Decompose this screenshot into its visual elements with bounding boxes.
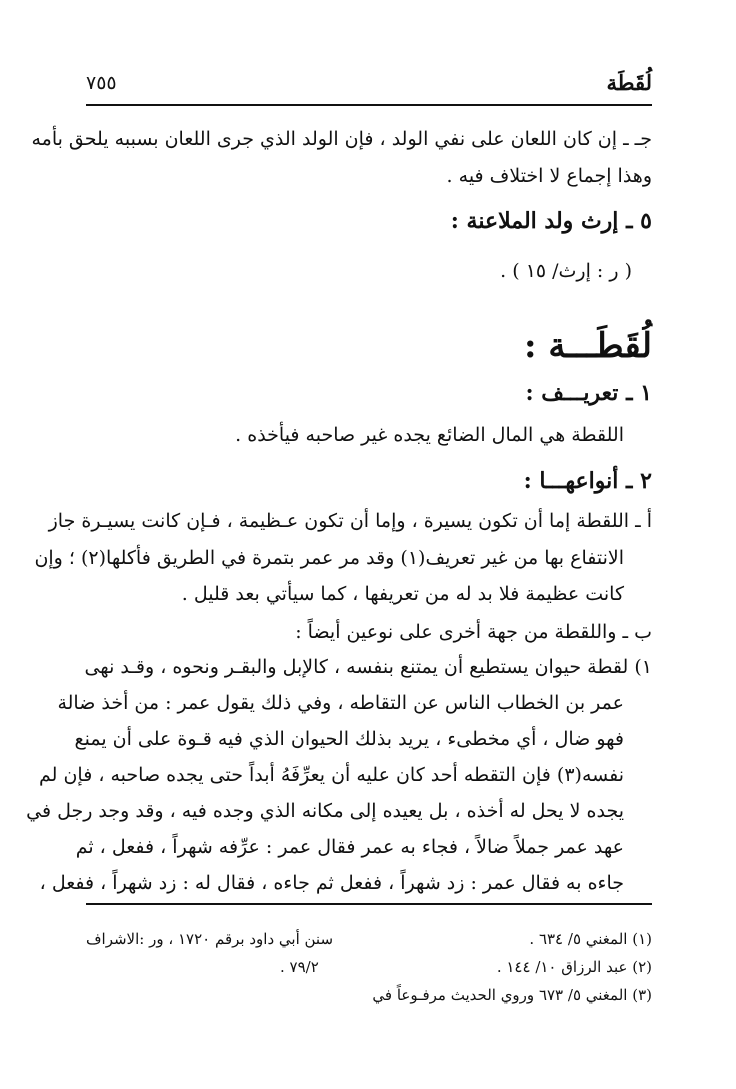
entry-title: لُقَطَـــة :: [524, 326, 652, 366]
alef-line-3: كانت عظيمة فلا بد له من تعريفها ، كما سيأتي بعد قليل .: [181, 583, 624, 605]
section-5-reference: ( ر : إرث/ ١٥ ) .: [500, 260, 632, 282]
footnote-3-continuation-2: ٧٩/٢ .: [280, 958, 319, 976]
section-j-line-1: جـ ـ إن كان اللعان على نفي الولد ، فإن الولد الذي جرى اللعان بسببه يلحق بأمه: [31, 128, 652, 150]
alef-line-2: الانتفاع بها من غير تعريف(١) وقد مر عمر بتمرة في الطريق فأكلها(٢) ؛ وإن: [34, 547, 624, 569]
footnote-3-continuation-1: سنن أبي داود برقم ١٧٢٠ ، ور :الاشراف: [86, 930, 334, 948]
item-1-line-5: يجده لا يحل له أخذه ، بل يعيده إلى مكانه الذي وجده فيه ، وقد وجد رجل في: [26, 800, 624, 822]
definition-text: اللقطة هي المال الضائع يجده غير صاحبه فيأخذه .: [235, 424, 624, 446]
item-1-line-1: ١) لقطة حيوان يستطيع أن يمتنع بنفسه ، كالإبل والبقـر ونحوه ، وقـد نهى: [84, 656, 652, 678]
section-j-line-2: وهذا إجماع لا اختلاف فيه .: [446, 165, 652, 187]
item-1-line-3: فهو ضال ، أي مخطىء ، يريد بذلك الحيوان الذي فيه قـوة على أن يمنع: [74, 728, 624, 750]
section-5-heading: ٥ ـ إرث ولد الملاعنة :: [450, 208, 652, 234]
footnote-3: (٣) المغني ٥/ ٦٧٣ وروي الحديث مرفـوعاً في: [372, 986, 652, 1004]
footnote-1: (١) المغني ٥/ ٦٣٤ .: [529, 930, 652, 948]
types-heading: ٢ ـ أنواعهـــا :: [523, 468, 652, 494]
footnote-2: (٢) عبد الرزاق ١٠/ ١٤٤ .: [496, 958, 652, 976]
footnote-rule: [86, 903, 652, 905]
running-title: لُقَطَة: [606, 70, 652, 95]
header-rule: [86, 104, 652, 106]
definition-heading: ١ ـ تعريـــف :: [525, 380, 652, 406]
item-1-line-6: عهد عمر جملاً ضالاً ، فجاء به عمر فقال عمر : عرِّفه شهراً ، ففعل ، ثم: [75, 836, 624, 858]
ba-line-1: ب ـ واللقطة من جهة أخرى على نوعين أيضاً :: [295, 621, 652, 643]
page-number: ٧٥٥: [86, 72, 117, 94]
item-1-line-7: جاءه به فقال عمر : زد شهراً ، ففعل ثم جاءه ، فقال له : زد شهراً ، ففعل ،: [39, 872, 624, 894]
item-1-line-4: نفسه(٣) فإن التقطه أحد كان عليه أن يعرِّفَهُ أبداً حتى يجده صاحبه ، فإن لم: [38, 764, 624, 786]
item-1-line-2: عمر بن الخطاب الناس عن التقاطه ، وفي ذلك يقول عمر : من أخذ ضالة: [57, 692, 624, 714]
alef-line-1: أ ـ اللقطة إما أن تكون يسيرة ، وإما أن تكون عـظيمة ، فـإن كانت يسيـرة جاز: [48, 510, 652, 532]
